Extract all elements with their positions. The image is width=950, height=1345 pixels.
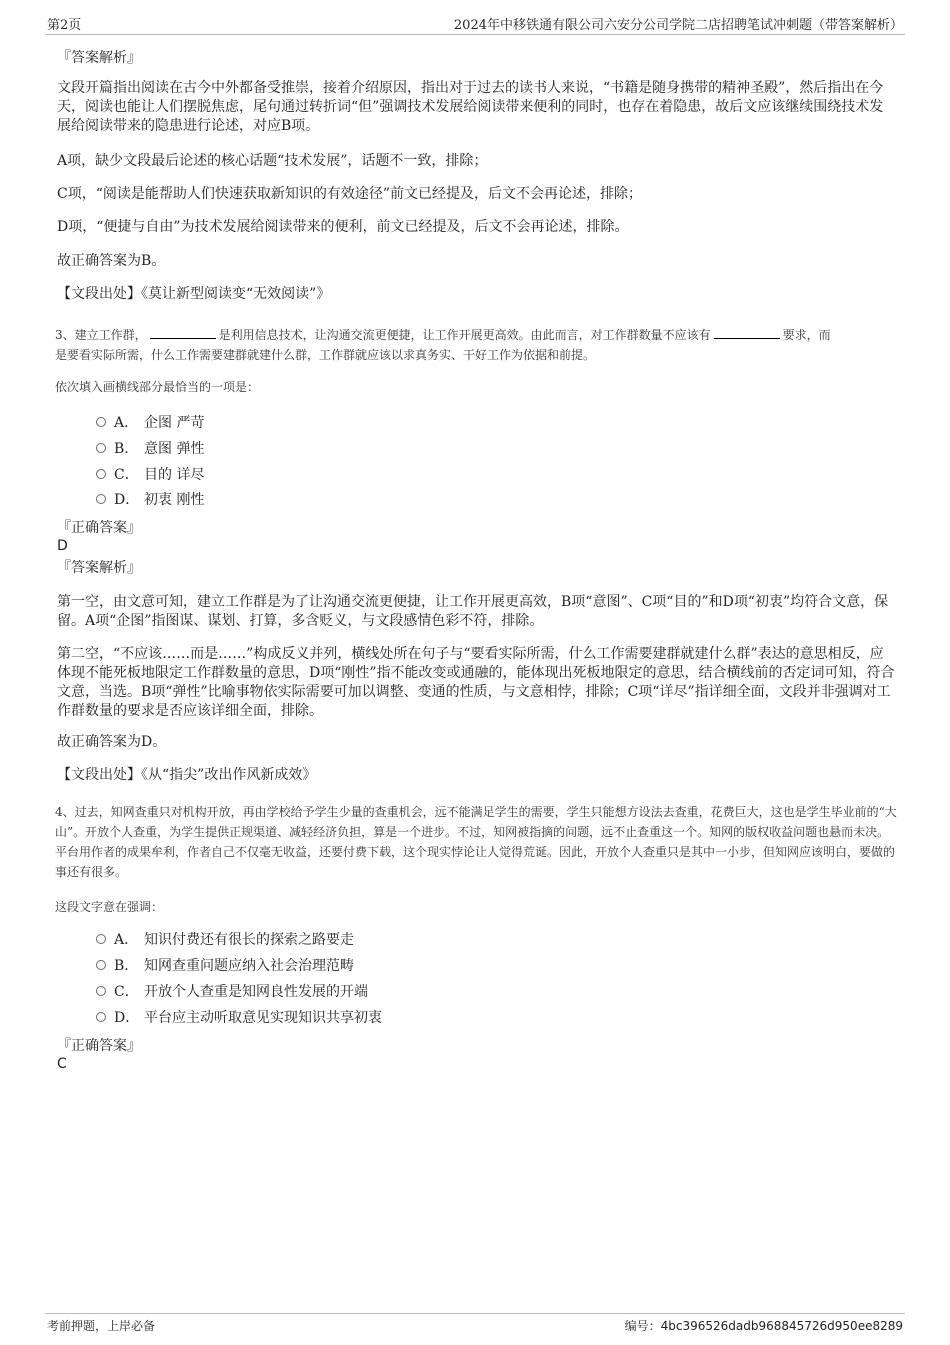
analysis-heading: 『答案解析』	[57, 50, 141, 66]
analysis-heading: 『答案解析』	[57, 560, 141, 576]
source-citation: 【文段出处】《莫让新型阅读变“无效阅读”》	[57, 286, 331, 302]
document-code: 编号：4bc396526dadb968845726d950ee8289	[624, 1319, 903, 1333]
option-c[interactable]: C． 开放个人查重是知网良性发展的开端	[96, 982, 368, 1002]
radio-icon[interactable]	[96, 494, 106, 504]
option-d[interactable]: D． 初衷 刚性	[96, 490, 204, 510]
question-prompt: 这段文字意在强调：	[55, 900, 164, 914]
page-footer	[45, 1313, 905, 1336]
analysis-paragraph: 文段开篇指出阅读在古今中外都备受推崇，接着介绍原因，指出对于过去的读书人来说，“书籍是随身携带的精神圣殿”，然后指出在今天，阅读也能让人们摆脱焦虑，尾句通过转折词“但”强调技术发展给阅读带来便利的同时，也存在着隐患，故后文应该继续围绕技术发展给阅读带来的隐患进行论述，对应B项。	[57, 80, 884, 134]
analysis-paragraph: A项，缺少文段最后论述的核心话题“技术发展”，话题不一致，排除；	[57, 153, 488, 169]
document-title: 2024年中移铁通有限公司六安分公司学院二店招聘笔试冲刺题（带答案解析）	[453, 18, 903, 33]
radio-icon[interactable]	[96, 1012, 106, 1022]
source-citation: 【文段出处】《从“指尖”改出作风新成效》	[57, 767, 317, 783]
answer-conclusion: 故正确答案为B。	[57, 253, 166, 269]
correct-answer: C	[57, 1056, 67, 1072]
option-d[interactable]: D． 平台应主动听取意见实现知识共享初衷	[96, 1008, 382, 1028]
correct-answer-label: 『正确答案』	[57, 520, 141, 536]
page-number: 第2页	[47, 18, 82, 33]
analysis-paragraph: C项，“阅读是能帮助人们快速获取新知识的有效途径”前文已经提及，后文不会再论述，排除；	[57, 186, 643, 202]
option-b[interactable]: B． 意图 弹性	[96, 439, 204, 459]
fill-blank	[150, 326, 216, 339]
analysis-paragraph: D项，“便捷与自由”为技术发展给阅读带来的便利，前文已经提及，后文不会再论述，排除。	[57, 219, 629, 235]
radio-icon[interactable]	[96, 960, 106, 970]
footer-slogan: 考前押题，上岸必备	[47, 1319, 156, 1333]
option-a[interactable]: A． 知识付费还有很长的探索之路要走	[96, 930, 354, 950]
answer-conclusion: 故正确答案为D。	[57, 734, 167, 750]
option-c[interactable]: C． 目的 详尽	[96, 465, 204, 485]
analysis-paragraph: 第一空，由文意可知，建立工作群是为了让沟通交流更便捷，让工作开展更高效，B项“意图”、C项“目的”和D项“初衷”均符合文意，保留。A项“企图”指图谋、谋划、打算，多含贬义，与文段感情色彩不符，排除。	[57, 594, 889, 629]
option-a[interactable]: A． 企图 严苛	[96, 413, 204, 433]
correct-answer-label: 『正确答案』	[57, 1038, 141, 1054]
radio-icon[interactable]	[96, 417, 106, 427]
radio-icon[interactable]	[96, 443, 106, 453]
fill-blank	[714, 326, 780, 339]
question-prompt: 依次填入画横线部分最恰当的一项是：	[55, 380, 260, 394]
radio-icon[interactable]	[96, 986, 106, 996]
option-b[interactable]: B． 知网查重问题应纳入社会治理范畴	[96, 956, 354, 976]
page-header	[45, 14, 905, 35]
radio-icon[interactable]	[96, 934, 106, 944]
analysis-paragraph: 第二空，“不应该……而是……”构成反义并列，横线处所在句子与“要看实际所需，什么工作需要建群就建什么群”表达的意思相反，应体现不能死板地限定工作群数量的意思，D项“刚性”指不能改变或通融的，能体现出死板地限定的意思，结合横线前的否定词可知，符合文意，当选。B项“弹性”比喻事物依实际需要可加以调整、变通的性质，与文意相悖，排除；C项“详尽”指详细全面，文段并非强调对工作群数量的要求是否应该详细全面，排除。	[57, 646, 895, 719]
correct-answer: D	[57, 538, 68, 554]
question-stem: 4、过去，知网查重只对机构开放，再由学校给予学生少量的查重机会，远不能满足学生的需要，学生只能想方设法去查重，花费巨大，这也是学生毕业前的“大山”。开放个人查重，为学生提供正规渠道、减轻经济负担，算是一个进步。不过，知网被指摘的问题，远不止查重这一个。知网的版权收益问题也悬而未决。平台用作者的成果牟利，作者自己不仅毫无收益，还要付费下载，这个现实悖论让人觉得荒诞。因此，开放个人查重只是其中一小步，但知网应该明白，要做的事还有很多。	[55, 805, 897, 879]
question-stem: 3、建立工作群， 是利用信息技术，让沟通交流更便捷，让工作开展更高效。由此而言，对工作群数量不应该有 要求，而 是要看实际所需，什么工作需要建群就建什么群，工作群就应该以求真务实、干好工作为依据和前提。	[55, 328, 831, 362]
radio-icon[interactable]	[96, 469, 106, 479]
